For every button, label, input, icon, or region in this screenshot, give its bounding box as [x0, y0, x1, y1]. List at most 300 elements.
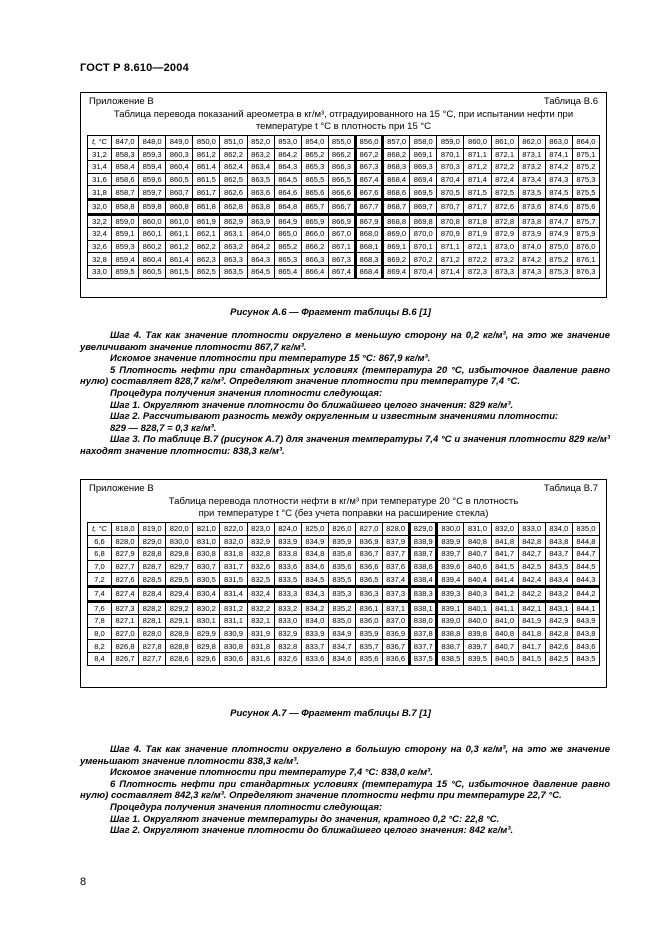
table-cell: 876,1: [572, 253, 599, 266]
table-cell: 859,0: [112, 214, 139, 228]
table-cell: 867,4: [355, 173, 382, 186]
table-cell: 875,2: [545, 253, 572, 266]
table-row-label: 6,8: [88, 548, 112, 561]
table-cell: 843,9: [572, 615, 599, 628]
table-header-cell: 834,0: [545, 523, 572, 536]
paragraph: Шаг 2. Округляют значение плотности до ближайшего целого значения: 842 кг/м³.: [110, 825, 514, 837]
table-cell: 866,6: [328, 186, 355, 200]
table-cell: 872,1: [491, 148, 518, 161]
table-cell: 862,2: [193, 240, 220, 253]
table-cell: 870,4: [410, 265, 437, 278]
table-row: [88, 265, 600, 278]
table-cell: 866,7: [328, 199, 355, 214]
table-row: [88, 228, 600, 241]
table-cell: 841,8: [491, 535, 518, 548]
paragraph: 6 Плотность нефти при стандартных условиях (температура 15 °С, избыточное давление равно нулю) составляет 842,3 кг/м³. Определяют значение плотности нефти при температуре 22,7 °С.: [80, 778, 610, 802]
table-cell: 834,3: [301, 586, 328, 601]
text-block-1: [80, 330, 610, 458]
table-cell: 839,7: [464, 640, 491, 653]
table-cell: 844,8: [572, 535, 599, 548]
table-row: [88, 640, 600, 653]
table-cell: 835,2: [328, 601, 355, 615]
table-cell: 874,2: [518, 253, 545, 266]
table-cell: 861,5: [193, 173, 220, 186]
table-header-cell: 819,0: [139, 523, 166, 536]
table-cell: 835,3: [328, 586, 355, 601]
table-cell: 831,4: [220, 586, 247, 601]
table-cell: 836,9: [383, 627, 410, 640]
table-header-cell: 851,0: [220, 136, 247, 149]
table-cell: 831,8: [220, 548, 247, 561]
table-cell: 828,1: [139, 615, 166, 628]
table-cell: 832,6: [247, 560, 274, 573]
table-cell: 869,4: [383, 265, 410, 278]
table-cell: 833,9: [274, 535, 301, 548]
table-cell: 835,7: [355, 640, 382, 653]
table-cell: 839,1: [437, 601, 464, 615]
table-cell: 860,4: [166, 161, 193, 174]
paragraph: Процедура получения значения плотности следующая:: [110, 801, 383, 813]
table-cell: 873,1: [518, 148, 545, 161]
table-cell: 833,9: [301, 627, 328, 640]
table-row-label: 7,0: [88, 560, 112, 573]
table-header-cell: 835,0: [572, 523, 599, 536]
table-cell: 835,0: [328, 615, 355, 628]
table-cell: 838,6: [410, 560, 437, 573]
table-cell: 843,5: [545, 560, 572, 573]
table-row-label: 7,2: [88, 573, 112, 587]
table-cell: 868,4: [383, 173, 410, 186]
table-cell: 873,2: [518, 161, 545, 174]
table-cell: 833,0: [274, 615, 301, 628]
table-cell: 860,2: [139, 240, 166, 253]
table-cell: 867,3: [328, 253, 355, 266]
table-cell: 860,5: [139, 265, 166, 278]
table-cell: 872,2: [464, 253, 491, 266]
table-cell: 863,6: [247, 186, 274, 200]
table-cell: 841,0: [491, 615, 518, 628]
table-cell: 843,2: [545, 586, 572, 601]
table-title-line2: при температуре t °С (без учета поправки на расширение стекла): [198, 508, 489, 519]
table-cell: 838,0: [410, 615, 437, 628]
table-cell: 839,0: [437, 615, 464, 628]
table-cell: 829,8: [166, 548, 193, 561]
table-cell: 840,7: [464, 548, 491, 561]
table-cell: 836,3: [355, 586, 382, 601]
table-header-cell: 864,0: [572, 136, 599, 149]
table-cell: 862,5: [193, 265, 220, 278]
table-cell: 859,5: [112, 265, 139, 278]
table-cell: 828,8: [166, 640, 193, 653]
table-cell: 832,8: [247, 548, 274, 561]
table-cell: 827,7: [112, 560, 139, 573]
table-cell: 875,0: [545, 240, 572, 253]
table-cell: 862,3: [193, 253, 220, 266]
table-row: [88, 573, 600, 587]
table-cell: 860,7: [166, 186, 193, 200]
table-cell: 836,0: [355, 615, 382, 628]
table-cell: 870,0: [410, 228, 437, 241]
table-cell: 829,9: [193, 627, 220, 640]
table-cell: 874,2: [545, 161, 572, 174]
table-cell: 832,4: [247, 586, 274, 601]
table-cell: 869,4: [410, 173, 437, 186]
table-cell: 840,1: [464, 601, 491, 615]
table-row: [88, 627, 600, 640]
table-row-label: 6,6: [88, 535, 112, 548]
table-cell: 865,6: [301, 186, 328, 200]
table-cell: 863,1: [220, 228, 247, 241]
table-cell: 872,6: [491, 199, 518, 214]
table-row-label: 8,4: [88, 652, 112, 665]
table-cell: 858,7: [112, 186, 139, 200]
table-header-cell: 818,0: [112, 523, 139, 536]
table-cell: 830,8: [220, 640, 247, 653]
table-cell: 835,6: [328, 560, 355, 573]
table-cell: 869,3: [410, 161, 437, 174]
table-cell: 832,1: [247, 615, 274, 628]
paragraph: Шаг 1. Округляют значение плотности до ближайшего целого значения: 829 кг/м³.: [110, 399, 514, 411]
table-cell: 840,0: [464, 615, 491, 628]
table-title-line2: температуре t °С в плотность при 15 °С: [255, 121, 432, 132]
table-cell: 834,7: [328, 640, 355, 653]
table-cell: 871,5: [464, 186, 491, 200]
table-row: [88, 148, 600, 161]
table-cell: 865,3: [274, 253, 301, 266]
paragraph: Искомое значение плотности при температуре 7,4 °С: 838,0 кг/м³.: [110, 767, 433, 779]
table-row: [88, 161, 600, 174]
table-cell: 874,6: [545, 199, 572, 214]
table-cell: 829,0: [139, 535, 166, 548]
table-cell: 875,1: [572, 148, 599, 161]
table-cell: 867,9: [355, 214, 382, 228]
table-cell: 875,3: [545, 265, 572, 278]
table-cell: 876,0: [572, 240, 599, 253]
figure-a6-caption: Рисунок А.6 — Фрагмент таблицы В.6 [1]: [230, 307, 431, 318]
table-header-cell: 863,0: [545, 136, 572, 149]
table-cell: 834,5: [301, 573, 328, 587]
table-cell: 869,2: [383, 253, 410, 266]
table-cell: 837,8: [410, 627, 437, 640]
table-cell: 831,5: [220, 573, 247, 587]
table-cell: 830,1: [193, 615, 220, 628]
table-cell: 844,3: [572, 573, 599, 587]
table-cell: 873,9: [518, 228, 545, 241]
table-cell: 840,6: [464, 560, 491, 573]
table-row: [88, 535, 600, 548]
table-cell: 865,4: [274, 265, 301, 278]
table-number: Таблица В.6: [543, 96, 598, 107]
table-cell: 859,8: [139, 199, 166, 214]
table-cell: 874,0: [518, 240, 545, 253]
table-cell: 828,2: [139, 601, 166, 615]
table-cell: 861,8: [193, 199, 220, 214]
table-cell: 843,7: [545, 548, 572, 561]
table-cell: 864,3: [274, 161, 301, 174]
table-cell: 834,9: [301, 535, 328, 548]
table-cell: 868,6: [383, 186, 410, 200]
table-cell: 868,8: [383, 214, 410, 228]
table-cell: 842,6: [545, 640, 572, 653]
table-cell: 873,6: [518, 199, 545, 214]
page-number: 8: [80, 876, 87, 888]
paragraph: Искомое значение плотности при температуре 15 °С: 867,9 кг/м³.: [110, 353, 431, 365]
table-cell: 861,7: [193, 186, 220, 200]
table-cell: 869,1: [410, 148, 437, 161]
table-cell: 837,6: [383, 560, 410, 573]
table-cell: 868,4: [355, 265, 382, 278]
appendix-label: Приложение В: [89, 483, 154, 494]
table-cell: 872,1: [464, 240, 491, 253]
table-header-cell: 822,0: [220, 523, 247, 536]
paragraph: Шаг 2. Рассчитывают разность между округленным и известным значениями плотности:: [110, 411, 559, 423]
table-header-cell: 830,0: [437, 523, 464, 536]
table-cell: 861,4: [166, 253, 193, 266]
table-cell: 870,4: [437, 173, 464, 186]
table-cell: 872,8: [491, 214, 518, 228]
table-cell: 842,1: [518, 601, 545, 615]
table-cell: 860,3: [166, 148, 193, 161]
table-cell: 869,8: [410, 214, 437, 228]
table-cell: 872,4: [491, 173, 518, 186]
table-cell: 866,2: [301, 240, 328, 253]
table-cell: 828,0: [139, 627, 166, 640]
table-cell: 837,9: [383, 535, 410, 548]
table-cell: 838,7: [410, 548, 437, 561]
table-header-cell: 857,0: [383, 136, 410, 149]
table-cell: 870,7: [437, 199, 464, 214]
table-cell: 831,1: [220, 615, 247, 628]
table-cell: 831,0: [193, 535, 220, 548]
table-cell: 871,4: [464, 173, 491, 186]
table-header-cell: 860,0: [464, 136, 491, 149]
table-cell: 872,2: [491, 161, 518, 174]
table-cell: 844,2: [572, 586, 599, 601]
table-cell: 865,2: [301, 148, 328, 161]
table-header-cell: 847,0: [112, 136, 139, 149]
table-row: [88, 253, 600, 266]
table-header-cell: 823,0: [247, 523, 274, 536]
table-cell: 864,5: [274, 173, 301, 186]
table-cell: 829,4: [166, 586, 193, 601]
table-row: [88, 652, 600, 665]
table-cell: 839,8: [464, 627, 491, 640]
table-cell: 836,1: [355, 601, 382, 615]
table-cell: 873,0: [491, 240, 518, 253]
table-cell: 875,5: [572, 186, 599, 200]
table-cell: 832,9: [274, 627, 301, 640]
table-cell: 838,9: [410, 535, 437, 548]
table-cell: 829,7: [166, 560, 193, 573]
table-cell: 863,4: [247, 161, 274, 174]
table-cell: 860,0: [139, 214, 166, 228]
table-cell: 828,5: [139, 573, 166, 587]
table-cell: 867,1: [328, 240, 355, 253]
table-cell: 875,9: [572, 228, 599, 241]
table-cell: 837,7: [410, 640, 437, 653]
table-cell: 833,3: [274, 586, 301, 601]
table-header-row: [88, 136, 600, 149]
paragraph: Шаг 1. Округляют значение температуры до значения, кратного 0,2 °С: 22,8 °С.: [110, 813, 500, 825]
table-cell: 838,7: [437, 640, 464, 653]
table-cell: 874,7: [545, 214, 572, 228]
table-cell: 869,7: [410, 199, 437, 214]
table-row: [88, 240, 600, 253]
table-title: [81, 109, 606, 133]
table-cell: 866,9: [328, 214, 355, 228]
table-row: [88, 615, 600, 628]
table-cell: 875,6: [572, 199, 599, 214]
table-cell: 829,2: [166, 601, 193, 615]
table-cell: 836,7: [383, 640, 410, 653]
table-cell: 842,2: [518, 586, 545, 601]
table-cell: 828,9: [166, 627, 193, 640]
table-cell: 844,5: [572, 560, 599, 573]
table-cell: 835,9: [328, 535, 355, 548]
table-cell: 833,7: [301, 640, 328, 653]
table-cell: 842,8: [518, 535, 545, 548]
table-cell: 862,5: [220, 173, 247, 186]
table-header-cell: 852,0: [247, 136, 274, 149]
table-header-cell: 832,0: [491, 523, 518, 536]
table-cell: 841,7: [518, 640, 545, 653]
table-cell: 832,8: [274, 640, 301, 653]
table-cell: 861,0: [166, 214, 193, 228]
table-cell: 859,1: [112, 228, 139, 241]
table-cell: 841,4: [491, 573, 518, 587]
table-cell: 839,3: [437, 586, 464, 601]
table-row: [88, 601, 600, 615]
table-cell: 870,1: [437, 148, 464, 161]
table-cell: 840,7: [491, 640, 518, 653]
table-cell: 831,2: [220, 601, 247, 615]
paragraph: Процедура получения значения плотности следующая:: [110, 387, 383, 399]
table-cell: 871,7: [464, 199, 491, 214]
table-cell: 868,2: [383, 148, 410, 161]
table-cell: 875,7: [572, 214, 599, 228]
table-cell: 871,9: [464, 228, 491, 241]
table-cell: 860,4: [139, 253, 166, 266]
table-cell: 870,3: [437, 161, 464, 174]
table-row-label: 32,6: [88, 240, 112, 253]
table-cell: 869,5: [410, 186, 437, 200]
table-header-cell: 861,0: [491, 136, 518, 149]
table-cell: 865,0: [274, 228, 301, 241]
table-cell: 864,2: [274, 148, 301, 161]
table-cell: 830,0: [166, 535, 193, 548]
table-row-label: 32,2: [88, 214, 112, 228]
table-cell: 864,8: [274, 199, 301, 214]
table-row-label: 32,8: [88, 253, 112, 266]
table-row: [88, 214, 600, 228]
table-cell: 837,7: [383, 548, 410, 561]
table-cell: 842,5: [518, 560, 545, 573]
table-cell: 840,5: [491, 652, 518, 665]
table-cell: 867,3: [355, 161, 382, 174]
table-cell: 843,8: [545, 535, 572, 548]
table-cell: 867,2: [355, 148, 382, 161]
table-cell: 863,9: [247, 214, 274, 228]
paragraph: Шаг 4. Так как значение плотности округлено в меньшую сторону на 0,2 кг/м³, на это же значение увеличивают значение плотности 867,7 кг/м³.: [80, 330, 610, 353]
table-header-cell: 849,0: [166, 136, 193, 149]
table-cell: 875,3: [572, 173, 599, 186]
table-cell: 863,5: [220, 265, 247, 278]
table-cell: 832,2: [247, 601, 274, 615]
table-cell: 863,8: [247, 199, 274, 214]
table-cell: 866,3: [301, 253, 328, 266]
table-header-cell: 854,0: [301, 136, 328, 149]
table-row-label: 33,0: [88, 265, 112, 278]
table-cell: 865,9: [301, 214, 328, 228]
table-cell: 836,6: [383, 652, 410, 665]
table-cell: 839,7: [437, 548, 464, 561]
table-cell: 829,5: [166, 573, 193, 587]
table-cell: 861,9: [193, 214, 220, 228]
table-cell: 861,2: [193, 148, 220, 161]
table-cell: 834,9: [328, 627, 355, 640]
table-header-cell: 820,0: [166, 523, 193, 536]
table-header-cell: 828,0: [383, 523, 410, 536]
document-header: ГОСТ Р 8.610—2004: [80, 62, 189, 74]
table-cell: 869,0: [383, 228, 410, 241]
table-cell: 864,0: [247, 228, 274, 241]
table-cell: 832,9: [247, 535, 274, 548]
table-row: [88, 586, 600, 601]
density-table-b6: [87, 135, 600, 279]
table-cell: 831,8: [247, 640, 274, 653]
table-cell: 874,1: [545, 148, 572, 161]
table-cell: 870,5: [437, 186, 464, 200]
table-row: [88, 173, 600, 186]
table-cell: 863,3: [220, 253, 247, 266]
table-cell: 834,8: [301, 548, 328, 561]
table-cell: 841,8: [518, 627, 545, 640]
table-cell: 830,2: [193, 601, 220, 615]
table-cell: 827,0: [112, 627, 139, 640]
table-header-cell: 850,0: [193, 136, 220, 149]
table-cell: 838,8: [437, 627, 464, 640]
table-row-label: 8,0: [88, 627, 112, 640]
table-cell: 831,9: [247, 627, 274, 640]
table-cell: 869,1: [383, 240, 410, 253]
table-cell: 867,7: [355, 199, 382, 214]
table-cell: 873,3: [491, 265, 518, 278]
table-cell: 827,4: [112, 586, 139, 601]
table-cell: 870,8: [437, 214, 464, 228]
table-cell: 842,9: [545, 615, 572, 628]
table-header-cell: 831,0: [464, 523, 491, 536]
table-cell: 827,6: [112, 573, 139, 587]
table-cell: 862,6: [220, 186, 247, 200]
table-cell: 865,7: [301, 199, 328, 214]
table-cell: 833,2: [274, 601, 301, 615]
table-cell: 866,0: [301, 228, 328, 241]
appendix-label: Приложение В: [89, 96, 154, 107]
table-header-cell: 853,0: [274, 136, 301, 149]
table-cell: 830,4: [193, 586, 220, 601]
table-cell: 835,8: [328, 548, 355, 561]
table-cell: 827,9: [112, 548, 139, 561]
table-title-line1: Таблица перевода показаний ареометра в кг/м³, отградуированного на 15 °С, при испытании нефти при: [113, 109, 574, 120]
figure-a7-caption: Рисунок А.7 — Фрагмент таблицы В.7 [1]: [230, 708, 431, 719]
table-cell: 860,5: [166, 173, 193, 186]
table-cell: 841,5: [491, 560, 518, 573]
table-cell: 834,6: [328, 652, 355, 665]
table-header-cell: 855,0: [328, 136, 355, 149]
table-cell: 839,9: [437, 535, 464, 548]
table-cell: 835,5: [328, 573, 355, 587]
table-cell: 828,8: [139, 548, 166, 561]
